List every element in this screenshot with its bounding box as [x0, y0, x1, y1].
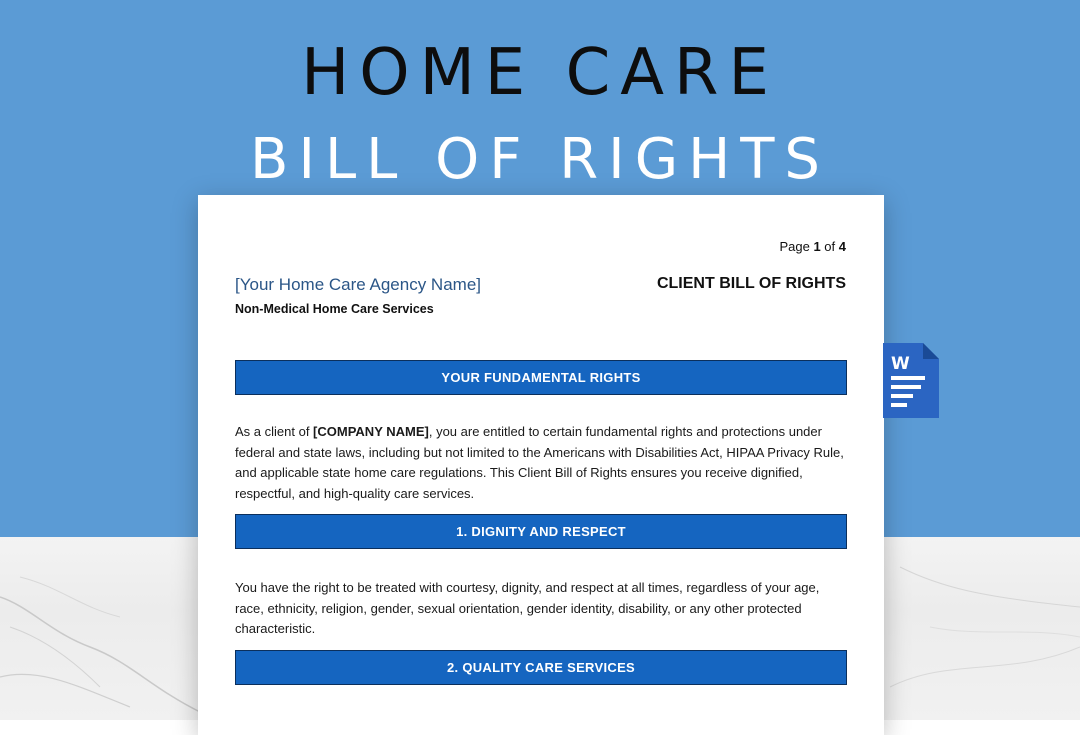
section-heading-fundamental-rights: YOUR FUNDAMENTAL RIGHTS — [235, 360, 847, 395]
body-suffix: , you are entitled to certain fundamental rights and protections under federal and state laws, including but not limited to the Americans with Disabilities Act, HIPAA Privacy Rule, and applicable state home care regulations. This Client Bill of Rights ensures you receive dignified, respectful, and high-quality care services. — [235, 424, 844, 501]
agency-subtitle: Non-Medical Home Care Services — [235, 302, 434, 316]
headline-home-care: HOME CARE — [301, 36, 779, 110]
company-name-placeholder: [COMPANY NAME] — [313, 424, 429, 439]
page-of: of — [824, 239, 836, 254]
section-heading-dignity: 1. DIGNITY AND RESPECT — [235, 514, 847, 549]
document-title: CLIENT BILL OF RIGHTS — [656, 275, 846, 292]
section-body-fundamental-rights — [235, 422, 847, 504]
word-document-icon — [883, 343, 939, 418]
section-heading-quality-care: 2. QUALITY CARE SERVICES — [235, 650, 847, 685]
agency-name: [Your Home Care Agency Name] — [235, 275, 481, 294]
body-prefix: As a client of — [235, 424, 314, 439]
headline-bill-of-rights: BILL OF RIGHTS — [250, 127, 830, 192]
page-number — [779, 239, 846, 254]
section-body-dignity: You have the right to be treated with courtesy, dignity, and respect at all times, regardless of your age, race, ethnicity, religion, gender, sexual orientation, gender identity, disability, or any other protected characteristic. — [235, 580, 820, 636]
page-current: 1 — [813, 239, 821, 254]
page-total: 4 — [838, 239, 846, 254]
svg-text:W: W — [891, 354, 910, 374]
document-page — [198, 195, 884, 735]
page-label: Page — [779, 239, 810, 254]
